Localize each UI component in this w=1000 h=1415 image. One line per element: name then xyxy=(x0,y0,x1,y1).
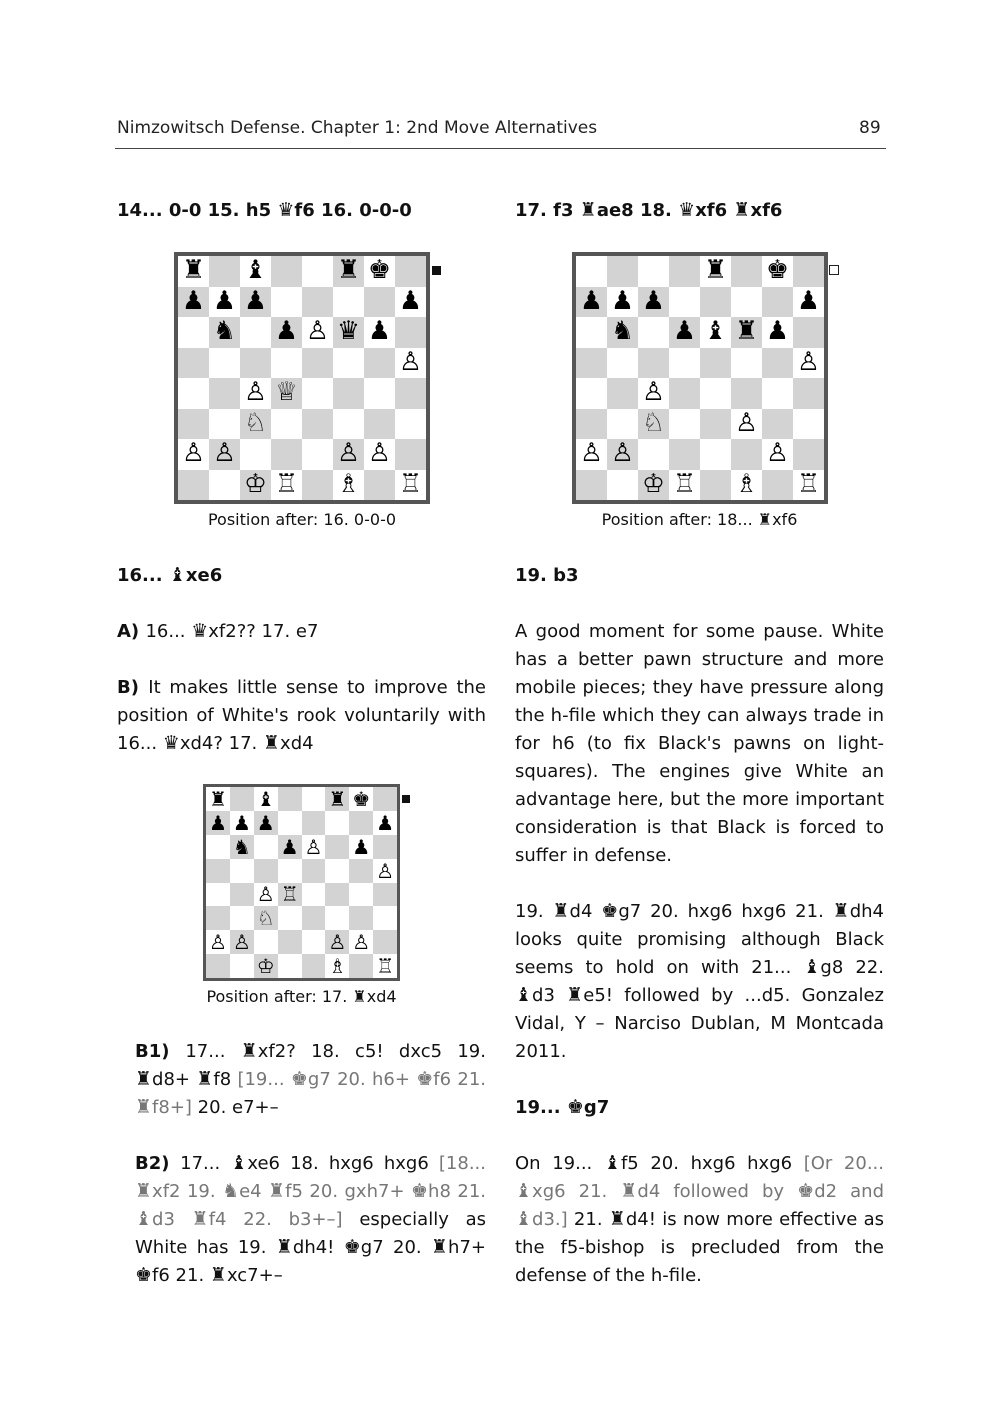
white-rook-icon: ♖ xyxy=(797,468,820,499)
bishop-figurine-icon: ♝ xyxy=(135,1208,153,1230)
paragraph: On 19... ♝f5 20. hxg6 hxg6 [Or 20... ♝xg6 21. ♜d4 followed by ♚d2 and ♝d3.] 21. ♜d4! is now more effective as the f5-bishop is precluded from the defense of the h-file. xyxy=(515,1152,884,1286)
board-square xyxy=(178,470,209,501)
board-square xyxy=(793,256,824,287)
board-square xyxy=(254,930,278,954)
variation-b: B) It makes little sense to improve the position of White's rook voluntarily with 16... ♛xd4? 17. ♜xd4 xyxy=(117,677,486,754)
white-pawn-icon: ♙ xyxy=(337,438,360,469)
variation-b1: B1) 17... ♜xf2? 18. c5! dxc5 19. ♜d8+ ♜f8 [19... ♚g7 20. h6+ ♚f6 21. ♜f8+] 20. e7+– xyxy=(135,1040,486,1118)
board-square xyxy=(638,317,669,348)
board-square xyxy=(271,256,302,287)
white-king-icon: ♔ xyxy=(256,954,275,979)
white-bishop-icon: ♗ xyxy=(328,954,347,979)
bishop-figurine-icon: ♝ xyxy=(515,984,533,1006)
variation-a: A) 16... ♛xf2?? 17. e7 xyxy=(117,620,319,642)
black-pawn-icon: ♟ xyxy=(797,285,820,316)
board-square xyxy=(209,348,240,379)
king-figurine-icon: ♚ xyxy=(290,1068,308,1090)
white-bishop-icon: ♗ xyxy=(337,468,360,499)
black-to-move-icon xyxy=(402,795,410,803)
black-pawn-icon: ♟ xyxy=(244,285,267,316)
black-king-icon: ♚ xyxy=(368,255,391,286)
board-square xyxy=(302,348,333,379)
chess-diagram xyxy=(174,252,430,504)
white-pawn-icon: ♙ xyxy=(580,438,603,469)
diagram-caption: Position after: 18... ♜xf6 xyxy=(601,510,798,529)
white-rook-icon: ♖ xyxy=(399,468,422,499)
board-square xyxy=(364,470,395,501)
board-square xyxy=(206,835,230,859)
rook-figurine-icon: ♜ xyxy=(135,1068,153,1090)
board-square xyxy=(395,378,426,409)
board-square xyxy=(209,409,240,440)
board-square xyxy=(638,256,669,287)
white-pawn-icon: ♙ xyxy=(399,346,422,377)
move-heading: 14... 0-0 15. h5 ♛f6 16. 0-0-0 xyxy=(117,199,412,221)
board-square xyxy=(302,859,326,883)
board-square xyxy=(240,317,271,348)
board-square xyxy=(373,787,397,811)
board-square xyxy=(364,378,395,409)
board-square xyxy=(240,348,271,379)
black-pawn-icon: ♟ xyxy=(399,285,422,316)
board-square xyxy=(349,883,373,907)
board-square xyxy=(325,883,349,907)
white-pawn-icon: ♙ xyxy=(611,438,634,469)
white-rook-icon: ♖ xyxy=(376,954,395,979)
white-king-icon: ♔ xyxy=(642,468,665,499)
board-square xyxy=(271,348,302,379)
board-square xyxy=(209,256,240,287)
board-square xyxy=(762,287,793,318)
rook-figurine-icon: ♜ xyxy=(268,1180,286,1202)
black-bishop-icon: ♝ xyxy=(244,255,267,286)
king-figurine-icon: ♚ xyxy=(411,1180,429,1202)
rook-figurine-icon: ♜ xyxy=(191,1208,209,1230)
board-square xyxy=(607,378,638,409)
rook-figurine-icon: ♜ xyxy=(608,1208,626,1230)
board-square xyxy=(607,256,638,287)
rook-figurine-icon: ♜ xyxy=(566,984,584,1006)
king-figurine-icon: ♚ xyxy=(797,1180,815,1202)
board-square xyxy=(576,378,607,409)
board-square xyxy=(731,378,762,409)
board-square xyxy=(669,439,700,470)
white-pawn-icon: ♙ xyxy=(642,377,665,408)
board-square xyxy=(325,906,349,930)
rook-figurine-icon: ♜ xyxy=(733,199,751,221)
board-square xyxy=(278,811,302,835)
black-pawn-icon: ♟ xyxy=(280,834,299,859)
board-square xyxy=(576,409,607,440)
board-square xyxy=(254,835,278,859)
white-pawn-icon: ♙ xyxy=(735,407,758,438)
board-square xyxy=(240,439,271,470)
board-square xyxy=(302,409,333,440)
board-square xyxy=(278,859,302,883)
board-square xyxy=(209,378,240,409)
board-square xyxy=(325,835,349,859)
board-square xyxy=(302,883,326,907)
board-square xyxy=(700,348,731,379)
king-figurine-icon: ♚ xyxy=(135,1264,153,1286)
board-square xyxy=(333,287,364,318)
white-pawn-icon: ♙ xyxy=(182,438,205,469)
board-square xyxy=(731,256,762,287)
board-square xyxy=(230,859,254,883)
rook-figurine-icon: ♜ xyxy=(135,1180,153,1202)
black-rook-icon: ♜ xyxy=(182,255,205,286)
board-square xyxy=(206,883,230,907)
board-square xyxy=(302,256,333,287)
board-square xyxy=(762,348,793,379)
board-square xyxy=(178,409,209,440)
black-king-icon: ♚ xyxy=(352,786,371,811)
white-pawn-icon: ♙ xyxy=(213,438,236,469)
board-square xyxy=(576,317,607,348)
rook-figurine-icon: ♜ xyxy=(196,1068,214,1090)
board-square xyxy=(364,348,395,379)
chess-diagram xyxy=(572,252,828,504)
rook-figurine-icon: ♜ xyxy=(275,1236,293,1258)
board-square xyxy=(230,954,254,978)
move-heading: 19... ♚g7 xyxy=(515,1096,610,1118)
board-square xyxy=(576,256,607,287)
board-square xyxy=(302,439,333,470)
move-heading: 17. f3 ♜ae8 18. ♛xf6 ♜xf6 xyxy=(515,199,783,221)
variation-b2: B2) 17... ♝xe6 18. hxg6 hxg6 [18... ♜xf2 19. ♞e4 ♜f5 20. gxh7+ ♚h8 21. ♝d3 ♜f4 22. b3+–] especially as White has 19. ♜dh4! ♚g7 20. ♜h7+ ♚f6 21. ♜xc7+– xyxy=(135,1152,487,1286)
board-square xyxy=(349,859,373,883)
board-square xyxy=(669,256,700,287)
black-knight-icon: ♞ xyxy=(611,316,634,347)
white-pawn-icon: ♙ xyxy=(328,930,347,955)
white-bishop-icon: ♗ xyxy=(735,468,758,499)
board-square xyxy=(278,954,302,978)
page-number: 89 xyxy=(859,118,881,138)
rook-figurine-icon: ♜ xyxy=(240,1040,258,1062)
board-square xyxy=(230,883,254,907)
black-pawn-icon: ♟ xyxy=(673,316,696,347)
board-square xyxy=(349,906,373,930)
board-square xyxy=(762,409,793,440)
rook-figurine-icon: ♜ xyxy=(579,199,597,221)
bishop-figurine-icon: ♝ xyxy=(515,1180,533,1202)
move-heading: 16... ♝xe6 xyxy=(117,564,223,586)
board-square xyxy=(700,287,731,318)
board-square xyxy=(638,348,669,379)
black-king-icon: ♚ xyxy=(766,255,789,286)
black-bishop-icon: ♝ xyxy=(256,786,275,811)
board-square xyxy=(731,348,762,379)
king-figurine-icon: ♚ xyxy=(601,900,619,922)
white-rook-icon: ♖ xyxy=(673,468,696,499)
white-pawn-icon: ♙ xyxy=(352,930,371,955)
board-square xyxy=(178,378,209,409)
diagram-caption: Position after: 16. 0-0-0 xyxy=(207,510,397,529)
chess-diagram xyxy=(203,784,400,981)
board-square xyxy=(271,287,302,318)
queen-figurine-icon: ♛ xyxy=(277,199,295,221)
white-pawn-icon: ♙ xyxy=(797,346,820,377)
board-square xyxy=(271,439,302,470)
board-square xyxy=(669,378,700,409)
board-square xyxy=(395,317,426,348)
board-square xyxy=(731,287,762,318)
board-square xyxy=(762,378,793,409)
board-square xyxy=(373,930,397,954)
board-square xyxy=(206,859,230,883)
board-square xyxy=(793,409,824,440)
sub-variation: [Or 20... ♝xg6 21. ♜d4 followed by ♚d2 and ♝d3.] xyxy=(515,1153,884,1230)
black-rook-icon: ♜ xyxy=(328,786,347,811)
rook-figurine-icon: ♜ xyxy=(263,732,281,754)
board-square xyxy=(793,378,824,409)
rook-figurine-icon: ♜ xyxy=(431,1236,449,1258)
white-knight-icon: ♘ xyxy=(244,407,267,438)
black-rook-icon: ♜ xyxy=(337,255,360,286)
bishop-figurine-icon: ♝ xyxy=(515,1208,533,1230)
black-rook-icon: ♜ xyxy=(208,786,227,811)
white-pawn-icon: ♙ xyxy=(368,438,391,469)
black-pawn-icon: ♟ xyxy=(256,810,275,835)
white-pawn-icon: ♙ xyxy=(244,377,267,408)
board-square xyxy=(576,470,607,501)
bishop-figurine-icon: ♝ xyxy=(603,1152,621,1174)
rook-figurine-icon: ♜ xyxy=(832,900,850,922)
queen-figurine-icon: ♛ xyxy=(191,620,209,642)
bishop-figurine-icon: ♝ xyxy=(803,956,821,978)
board-square xyxy=(302,287,333,318)
white-pawn-icon: ♙ xyxy=(306,316,329,347)
board-square xyxy=(333,378,364,409)
king-figurine-icon: ♚ xyxy=(343,1236,361,1258)
board-square xyxy=(793,317,824,348)
queen-figurine-icon: ♛ xyxy=(162,732,180,754)
board-square xyxy=(302,906,326,930)
paragraph: 19. ♜d4 ♚g7 20. hxg6 hxg6 21. ♜dh4 looks quite promising although Black seems to hold on with 21... ♝g8 22. ♝d3 ♜e5! followed by ...d5. Gonzalez Vidal, Y – Narciso Dublan, M Montcada 2011. xyxy=(515,900,884,1062)
black-knight-icon: ♞ xyxy=(213,316,236,347)
board-square xyxy=(700,409,731,440)
board-square xyxy=(278,930,302,954)
black-pawn-icon: ♟ xyxy=(213,285,236,316)
knight-figurine-icon: ♞ xyxy=(222,1180,240,1202)
rook-figurine-icon: ♜ xyxy=(620,1180,638,1202)
board-square xyxy=(364,287,395,318)
white-queen-icon: ♕ xyxy=(275,377,298,408)
white-pawn-icon: ♙ xyxy=(376,858,395,883)
board-square xyxy=(349,954,373,978)
black-queen-icon: ♛ xyxy=(337,316,360,347)
black-to-move-icon xyxy=(432,266,441,275)
board-square xyxy=(230,906,254,930)
board-square xyxy=(395,409,426,440)
sub-variation: [19... ♚g7 20. h6+ ♚f6 21. ♜f8+] xyxy=(135,1068,486,1118)
board-square xyxy=(302,954,326,978)
black-rook-icon: ♜ xyxy=(704,255,727,286)
black-pawn-icon: ♟ xyxy=(766,316,789,347)
white-pawn-icon: ♙ xyxy=(256,882,275,907)
white-knight-icon: ♘ xyxy=(642,407,665,438)
paragraph: A good moment for some pause. White has a better pawn structure and more mobile pieces; they have pressure along the h-file which they can always trade in for h6 (to fix Black's pawns on light-squares). The engines give White an advantage here, but the more important consideration is that Black is forced to suffer in defense. xyxy=(515,621,884,866)
board-square xyxy=(271,409,302,440)
board-square xyxy=(209,470,240,501)
white-knight-icon: ♘ xyxy=(256,906,275,931)
board-square xyxy=(793,439,824,470)
white-rook-icon: ♖ xyxy=(275,468,298,499)
board-square xyxy=(576,348,607,379)
board-square xyxy=(373,906,397,930)
white-pawn-icon: ♙ xyxy=(232,930,251,955)
board-square xyxy=(302,470,333,501)
running-header-title: Nimzowitsch Defense. Chapter 1: 2nd Move Alternatives xyxy=(117,118,598,138)
board-square xyxy=(607,409,638,440)
board-square xyxy=(278,906,302,930)
board-square xyxy=(178,348,209,379)
move-heading: 19. b3 xyxy=(515,565,579,586)
bishop-figurine-icon: ♝ xyxy=(230,1152,248,1174)
board-square xyxy=(669,287,700,318)
board-square xyxy=(669,348,700,379)
bishop-figurine-icon: ♝ xyxy=(168,564,186,586)
sub-variation: [18... ♜xf2 19. ♞e4 ♜f5 20. gxh7+ ♚h8 21. ♝d3 ♜f4 22. b3+–] xyxy=(135,1153,487,1230)
board-square xyxy=(731,439,762,470)
rook-figurine-icon: ♜ xyxy=(552,900,570,922)
white-king-icon: ♔ xyxy=(244,468,267,499)
black-pawn-icon: ♟ xyxy=(232,810,251,835)
rook-figurine-icon: ♜ xyxy=(209,1264,227,1286)
board-square xyxy=(349,811,373,835)
board-square xyxy=(700,439,731,470)
queen-figurine-icon: ♛ xyxy=(678,199,696,221)
black-pawn-icon: ♟ xyxy=(352,834,371,859)
board-square xyxy=(278,787,302,811)
white-pawn-icon: ♙ xyxy=(304,834,323,859)
board-square xyxy=(230,787,254,811)
board-square xyxy=(178,317,209,348)
board-square xyxy=(395,256,426,287)
header-rule xyxy=(115,148,886,149)
king-figurine-icon: ♚ xyxy=(416,1068,434,1090)
board-square xyxy=(333,409,364,440)
board-square xyxy=(206,906,230,930)
board-square xyxy=(333,348,364,379)
board-square xyxy=(325,811,349,835)
rook-figurine-icon: ♜ xyxy=(135,1096,153,1118)
black-knight-icon: ♞ xyxy=(232,834,251,859)
board-square xyxy=(700,470,731,501)
board-square xyxy=(302,787,326,811)
white-pawn-icon: ♙ xyxy=(766,438,789,469)
king-figurine-icon: ♚ xyxy=(566,1096,584,1118)
black-pawn-icon: ♟ xyxy=(182,285,205,316)
white-rook-icon: ♖ xyxy=(280,882,299,907)
black-pawn-icon: ♟ xyxy=(376,810,395,835)
board-square xyxy=(302,378,333,409)
black-rook-icon: ♜ xyxy=(735,316,758,347)
black-pawn-icon: ♟ xyxy=(642,285,665,316)
board-square xyxy=(700,378,731,409)
board-square xyxy=(373,835,397,859)
board-square xyxy=(762,470,793,501)
board-square xyxy=(373,883,397,907)
diagram-caption: Position after: 17. ♜xd4 xyxy=(206,987,397,1006)
board-square xyxy=(364,409,395,440)
black-pawn-icon: ♟ xyxy=(275,316,298,347)
black-pawn-icon: ♟ xyxy=(580,285,603,316)
black-bishop-icon: ♝ xyxy=(704,316,727,347)
board-square xyxy=(607,348,638,379)
board-square xyxy=(395,439,426,470)
board-square xyxy=(302,930,326,954)
board-square xyxy=(302,811,326,835)
board-square xyxy=(607,470,638,501)
board-square xyxy=(254,859,278,883)
white-to-move-icon xyxy=(829,265,839,275)
white-pawn-icon: ♙ xyxy=(208,930,227,955)
black-pawn-icon: ♟ xyxy=(368,316,391,347)
board-square xyxy=(206,954,230,978)
board-square xyxy=(638,439,669,470)
black-pawn-icon: ♟ xyxy=(611,285,634,316)
board-square xyxy=(325,859,349,883)
board-square xyxy=(669,409,700,440)
black-pawn-icon: ♟ xyxy=(208,810,227,835)
